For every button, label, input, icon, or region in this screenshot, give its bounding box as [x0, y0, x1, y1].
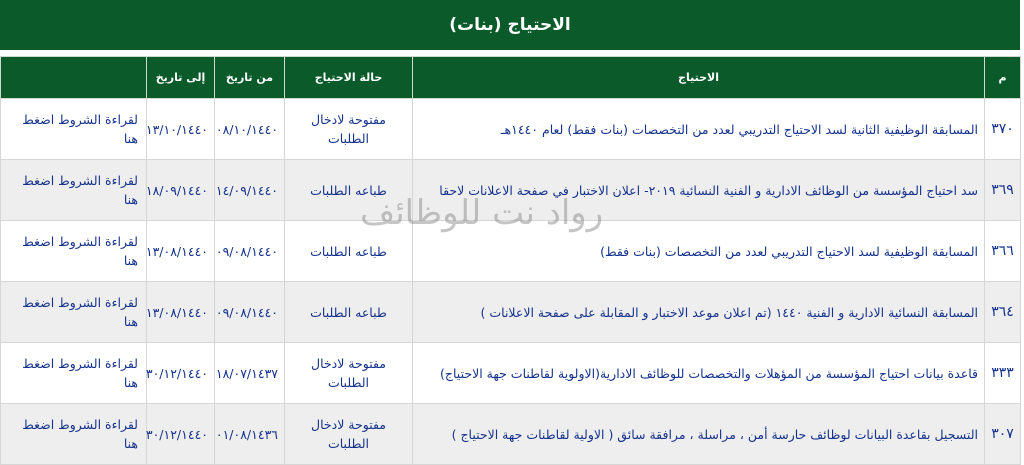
terms-link[interactable]: لقراءة الشروط اضغط هنا	[1, 343, 147, 404]
need-status: مفتوحة لادخال الطلبات	[285, 99, 413, 160]
from-date: ٠١/٠٨/١٤٣٦	[215, 404, 285, 465]
from-date: ١٨/٠٧/١٤٣٧	[215, 343, 285, 404]
row-number: ٣٣٣	[985, 343, 1021, 404]
need-title: المسابقة النسائية الادارية و الفنية ١٤٤٠ (تم اعلان موعد الاختبار و المقابلة على صفحة الاعلانات )	[413, 282, 985, 343]
col-header-terms	[1, 57, 147, 99]
need-status: مفتوحة لادخال الطلبات	[285, 404, 413, 465]
need-status: طباعه الطلبات	[285, 221, 413, 282]
from-date: ٠٨/١٠/١٤٤٠	[215, 99, 285, 160]
terms-link[interactable]: لقراءة الشروط اضغط هنا	[1, 221, 147, 282]
terms-link[interactable]: لقراءة الشروط اضغط هنا	[1, 282, 147, 343]
terms-link[interactable]: لقراءة الشروط اضغط هنا	[1, 160, 147, 221]
col-header-status: حالة الاحتياج	[285, 57, 413, 99]
table-row	[1, 282, 1021, 343]
table-row	[1, 221, 1021, 282]
row-number: ٣٦٩	[985, 160, 1021, 221]
to-date: ١٨/٠٩/١٤٤٠	[147, 160, 215, 221]
need-title: التسجيل بقاعدة البيانات لوظائف حارسة أمن ، مراسلة ، مرافقة سائق ( الاولية لقاطنات جهة الاحتياج )	[413, 404, 985, 465]
row-number: ٣٦٤	[985, 282, 1021, 343]
page-title: الاحتياج (بنات)	[0, 0, 1020, 50]
to-date: ١٣/٠٨/١٤٤٠	[147, 282, 215, 343]
watermark: رواد نت للوظائف	[360, 193, 604, 233]
row-number: ٣٠٧	[985, 404, 1021, 465]
row-number: ٣٦٦	[985, 221, 1021, 282]
need-title: سد احتياج المؤسسة من الوظائف الادارية و الفنية النسائية ٢٠١٩- اعلان الاختبار في صفحة الاعلانات لاحقا	[413, 160, 985, 221]
to-date: ١٣/٠٨/١٤٤٠	[147, 221, 215, 282]
col-header-num: م	[985, 57, 1021, 99]
to-date: ٣٠/١٢/١٤٤٠	[147, 343, 215, 404]
col-header-to-date: إلى تاريخ	[147, 57, 215, 99]
table-header-row	[1, 57, 1021, 99]
to-date: ٣٠/١٢/١٤٤٠	[147, 404, 215, 465]
need-status: طباعه الطلبات	[285, 160, 413, 221]
need-status: طباعه الطلبات	[285, 282, 413, 343]
from-date: ١٤/٠٩/١٤٤٠	[215, 160, 285, 221]
need-title: المسابقة الوظيفية الثانية لسد الاحتياج التدريبي لعدد من التخصصات (بنات فقط) لعام ١٤٤٠هـ	[413, 99, 985, 160]
col-header-need: الاحتياج	[413, 57, 985, 99]
to-date: ١٣/١٠/١٤٤٠	[147, 99, 215, 160]
terms-link[interactable]: لقراءة الشروط اضغط هنا	[1, 99, 147, 160]
table-row	[1, 99, 1021, 160]
needs-table	[0, 56, 1021, 465]
table-row	[1, 343, 1021, 404]
row-number: ٣٧٠	[985, 99, 1021, 160]
from-date: ٠٩/٠٨/١٤٤٠	[215, 282, 285, 343]
from-date: ٠٩/٠٨/١٤٤٠	[215, 221, 285, 282]
need-title: المسابقة الوظيفية لسد الاحتياج التدريبي لعدد من التخصصات (بنات فقط)	[413, 221, 985, 282]
table-row	[1, 160, 1021, 221]
table-row	[1, 404, 1021, 465]
need-status: مفتوحة لادخال الطلبات	[285, 343, 413, 404]
terms-link[interactable]: لقراءة الشروط اضغط هنا	[1, 404, 147, 465]
col-header-from-date: من تاريخ	[215, 57, 285, 99]
need-title: قاعدة بيانات احتياج المؤسسة من المؤهلات والتخصصات للوظائف الادارية(الاولوية لقاطنات جهة الاحتياج)	[413, 343, 985, 404]
